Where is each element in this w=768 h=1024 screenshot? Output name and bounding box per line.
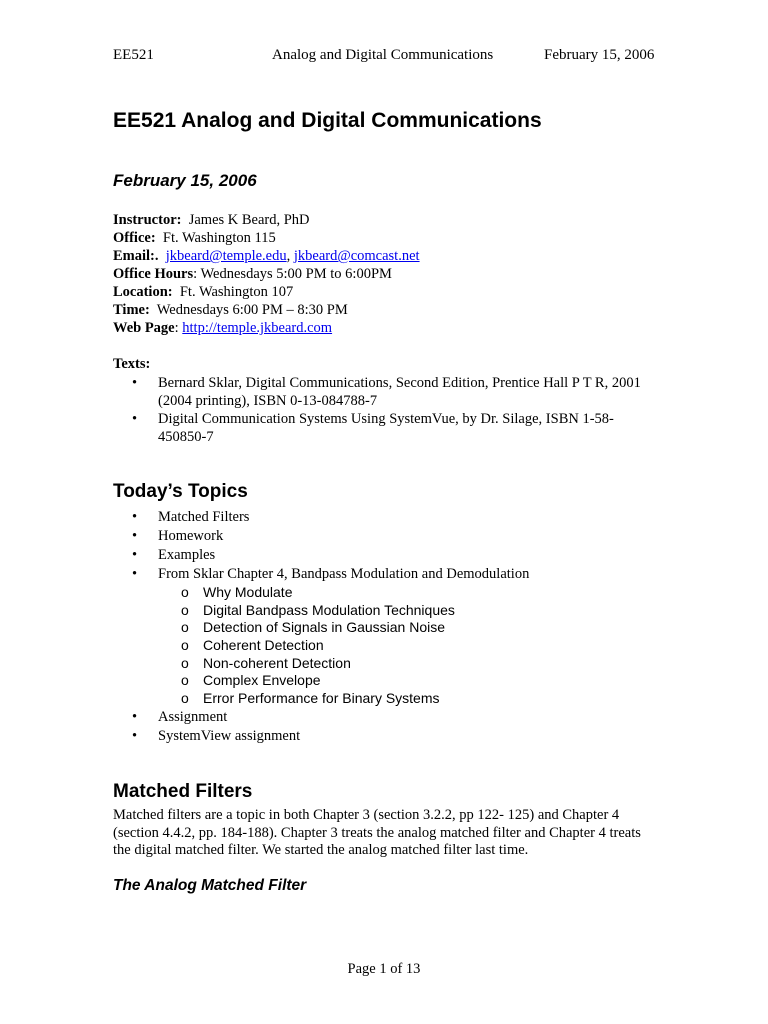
office-hours-row <box>113 265 420 283</box>
texts-heading: Texts: <box>113 356 151 372</box>
topic-label: SystemView assignment <box>158 727 301 744</box>
topics-heading: Today’s Topics <box>113 481 248 502</box>
header-course: EE521 <box>113 47 154 63</box>
topic-label: Matched Filters <box>158 509 250 525</box>
analog-matched-filter-heading: The Analog Matched Filter <box>113 877 307 894</box>
document-title: EE521 Analog and Digital Communications <box>113 109 542 132</box>
circle-bullet-icon: o <box>181 654 189 671</box>
page-number: Page 1 of 13 <box>347 961 421 977</box>
location-label: Location: <box>113 284 173 300</box>
subtopic-item <box>113 690 673 708</box>
topic-label: Assignment <box>158 708 228 725</box>
text-item-label: Digital Communication Systems Using SystemVue, by Dr. Silage, ISBN 1-58-450850-7 <box>158 411 614 445</box>
bullet-icon: • <box>132 509 138 525</box>
circle-bullet-icon: o <box>181 619 189 636</box>
time-label: Time: <box>113 302 150 318</box>
instructor-label: Instructor: <box>113 212 182 228</box>
texts-list <box>113 374 653 446</box>
email-label: Email:. <box>113 248 159 264</box>
subtopic-item <box>113 619 673 637</box>
circle-bullet-icon: o <box>181 601 189 618</box>
circle-bullet-icon: o <box>181 584 189 600</box>
topics-list <box>113 508 673 746</box>
circle-bullet-icon: o <box>181 672 189 689</box>
topic-item <box>113 727 673 746</box>
course-info <box>113 211 420 337</box>
instructor-row <box>113 211 420 229</box>
location-value: Ft. Washington 107 <box>179 284 294 300</box>
document-date: February 15, 2006 <box>113 171 257 190</box>
subtopic-label: Coherent Detection <box>203 637 324 654</box>
bullet-icon: • <box>132 708 138 725</box>
time-value: Wednesdays 6:00 PM – 8:30 PM <box>156 302 348 318</box>
subtopic-label: Why Modulate <box>203 584 293 600</box>
subtopic-item <box>113 584 673 602</box>
office-label: Office: <box>113 230 156 246</box>
bullet-icon: • <box>132 375 138 391</box>
circle-bullet-icon: o <box>181 637 189 654</box>
topic-item <box>113 508 673 527</box>
header-title: Analog and Digital Communications <box>272 47 494 63</box>
location-row <box>113 283 420 301</box>
web-page-link[interactable]: http://temple.jkbeard.com <box>182 320 333 336</box>
email-link-temple[interactable]: jkbeard@temple.edu <box>165 248 287 264</box>
text-item <box>113 410 653 446</box>
web-page-label: Web Page <box>113 320 175 336</box>
bullet-icon: • <box>132 528 138 544</box>
web-page-row <box>113 319 420 337</box>
email-separator: , <box>286 248 291 264</box>
time-row <box>113 301 420 319</box>
topic-label: Examples <box>158 547 216 563</box>
subtopic-label: Detection of Signals in Gaussian Noise <box>203 619 446 636</box>
email-link-comcast[interactable]: jkbeard@comcast.net <box>293 248 420 264</box>
matched-filters-heading: Matched Filters <box>113 781 253 802</box>
email-row <box>113 247 420 265</box>
office-hours-value: : Wednesdays 5:00 PM to 6:00PM <box>193 266 392 282</box>
web-page-colon: : <box>174 320 179 336</box>
bullet-icon: • <box>132 727 138 744</box>
subtopic-item <box>113 672 673 690</box>
subtopic-label: Digital Bandpass Modulation Techniques <box>203 601 455 618</box>
office-hours-label: Office Hours <box>113 266 194 282</box>
header-date: February 15, 2006 <box>544 47 655 63</box>
subtopic-label: Non-coherent Detection <box>203 654 351 671</box>
subtopic-item <box>113 602 673 620</box>
topic-label: From Sklar Chapter 4, Bandpass Modulation and Demodulation <box>158 566 530 582</box>
bullet-icon: • <box>132 566 138 582</box>
topic-item <box>113 565 673 584</box>
topic-label: Homework <box>158 528 224 544</box>
circle-bullet-icon: o <box>181 690 189 707</box>
subtopic-label: Complex Envelope <box>203 672 321 689</box>
topic-item <box>113 708 673 727</box>
matched-filters-paragraph: Matched filters are a topic in both Chapter 3 (section 3.2.2, pp 122- 125) and Chapter 4 (section 4.4.2, pp. 184-188). Chapter 3 treats the analog matched filter and Chapter 4 treats the digital matched filter. We started the analog matched filter last time. <box>113 807 641 858</box>
text-item <box>113 374 653 410</box>
subtopic-label: Error Performance for Binary Systems <box>203 690 440 707</box>
office-value: Ft. Washington 115 <box>162 230 276 246</box>
bullet-icon: • <box>132 411 138 427</box>
subtopic-item <box>113 637 673 655</box>
topic-item <box>113 527 673 546</box>
instructor-value: James K Beard, PhD <box>188 212 310 228</box>
bullet-icon: • <box>132 547 138 563</box>
subtopic-item <box>113 655 673 673</box>
office-row <box>113 229 420 247</box>
topic-item <box>113 546 673 565</box>
text-item-label: Bernard Sklar, Digital Communications, Second Edition, Prentice Hall P T R, 2001 (2004 printing), ISBN 0-13-084788-7 <box>158 375 641 409</box>
